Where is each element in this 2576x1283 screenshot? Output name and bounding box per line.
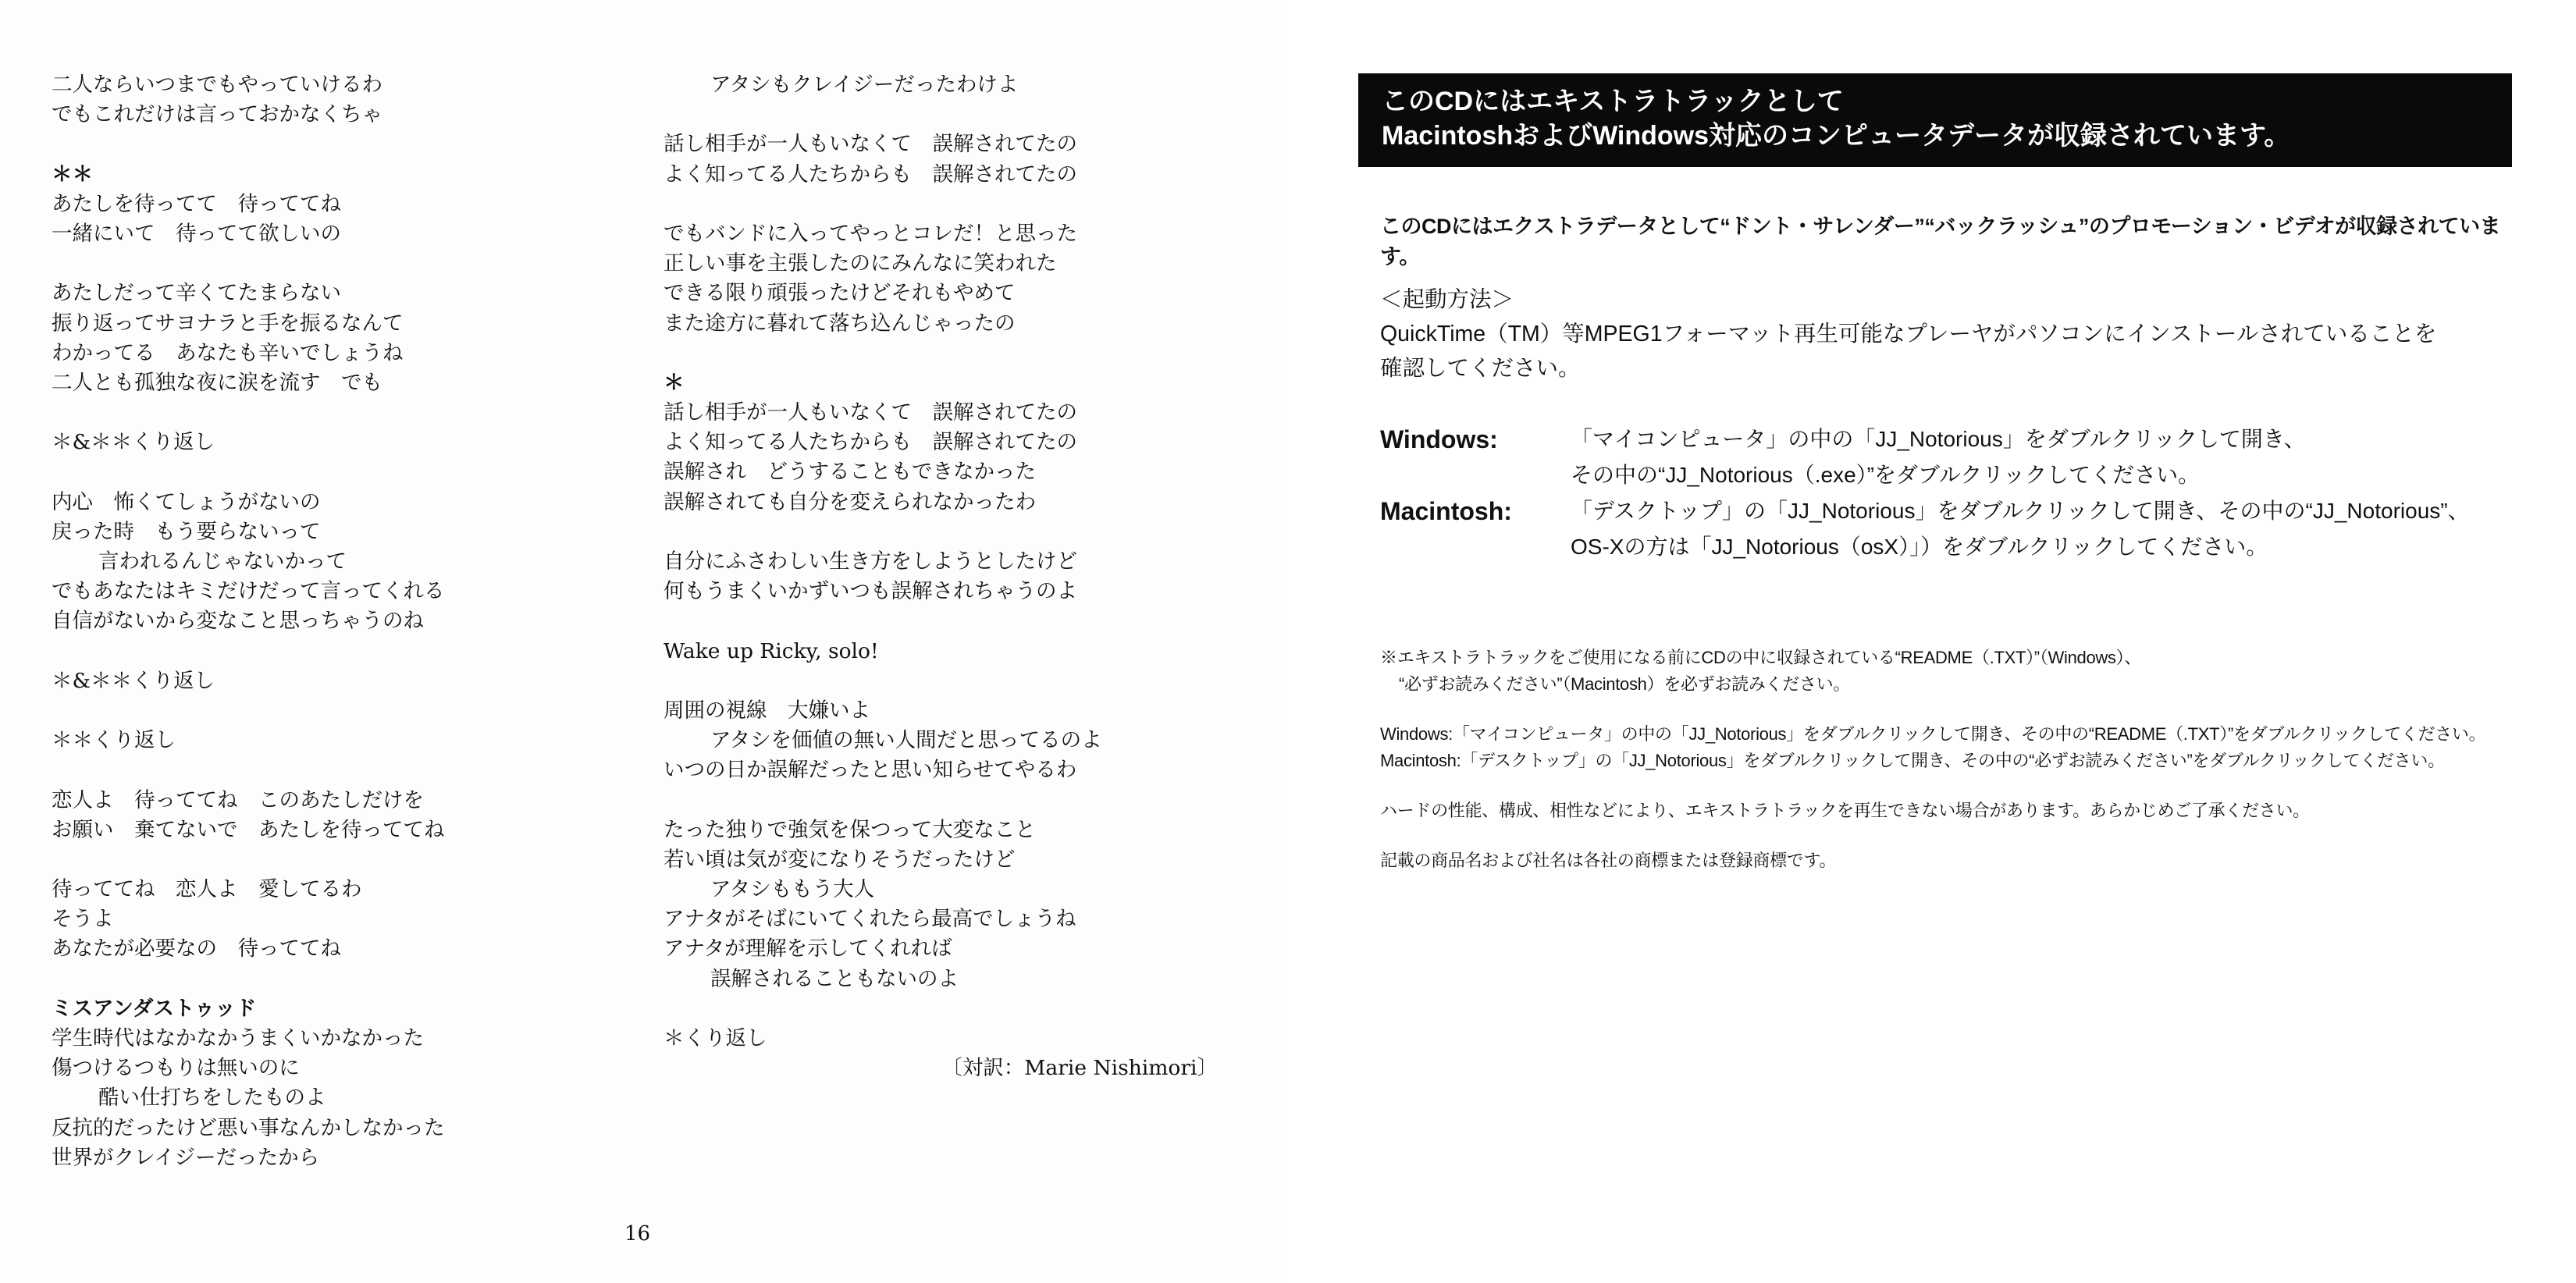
lyric-line: あなたが必要なの 待っててね [52, 936, 341, 961]
lyric-line: あたしを待ってて 待っててね [52, 191, 341, 216]
lyric-line: 待っててね 恋人よ 愛してるわ [52, 877, 362, 902]
stanza-gap [52, 398, 645, 428]
launch-instructions [1380, 283, 2520, 386]
note-windows: Windows:「マイコンピュータ」の中の「JJ_Notorious」をダブルクリックして開き、その中の“README（.TXT）”をダブルクリックしてください。 [1380, 724, 2486, 744]
windows-line-2: その中の“JJ_Notorious（.exe）”をダブルクリックしてください。 [1571, 463, 2201, 487]
lyrics-column-2 [664, 70, 1226, 1083]
stanza-gap [664, 339, 1226, 368]
lyric-line: ＊＊くり返し [52, 728, 176, 753]
note-readme-2: “必ずお読みください”（Macintosh）を必ずお読みください。 [1399, 674, 1851, 694]
lyric-line: ＊ [664, 370, 685, 395]
right-page [1288, 0, 2576, 1283]
lyric-line: お願い 棄てないで あたしを待っててね [52, 817, 445, 842]
lyric-line: また途方に暮れて落ち込んじゃったの [664, 311, 1016, 336]
lyric-line: 自信がないから変なこと思っちゃうのね [52, 609, 424, 634]
stanza-gap [52, 130, 645, 159]
page-number: 16 [624, 1222, 651, 1246]
note-macintosh: Macintosh:「デスクトップ」の「JJ_Notorious」をダブルクリックして開き、その中の“必ずお読みください”をダブルクリックしてください。 [1380, 751, 2445, 770]
lyric-line: 話し相手が一人もいなくて 誤解されてたの [664, 400, 1077, 425]
lyric-line: 内心 怖くてしょうがないの [52, 489, 321, 514]
lyric-line: アナタがそばにいてくれたら最高でしょうね [664, 907, 1076, 932]
stanza-gap [52, 249, 645, 279]
lyric-line: よく知ってる人たちからも 誤解されてたの [664, 430, 1077, 455]
os-instructions [1380, 421, 2520, 565]
launch-line-2: 確認してください。 [1380, 356, 1581, 381]
extra-track-banner [1358, 73, 2512, 167]
lyric-line: わかってる あなたも辛いでしょうね [52, 340, 404, 365]
lyric-line: アナタが理解を示してくれれば [664, 936, 952, 961]
note-trademarks: 記載の商品名および社名は各社の商標または登録商標です。 [1380, 851, 1837, 870]
windows-line-1: 「マイコンピュータ」の中の「JJ_Notorious」をダブルクリックして開き、 [1571, 427, 2306, 451]
macintosh-line-2: OS-Xの方は「JJ_Notorious（osX）」）をダブルクリックしてください。 [1571, 535, 2268, 559]
notes-block [1380, 645, 2520, 874]
launch-heading: ＜起動方法＞ [1380, 287, 1514, 312]
lyric-line: でもバンドに入ってやっとコレだ！と思った [664, 221, 1077, 246]
lyric-line: ＊&＊＊くり返し [52, 668, 215, 693]
lyric-line: 学生時代はなかなかうまくいかなかった [52, 1026, 424, 1050]
lyric-line: そうよ [52, 907, 114, 932]
lyric-line: よく知ってる人たちからも 誤解されてたの [664, 162, 1077, 187]
lyric-line: できる限り頑張ったけどそれもやめて [664, 281, 1016, 306]
lyrics-column-1 [52, 70, 645, 1173]
lyric-line: でもあなたはキミだけだって言ってくれる [52, 579, 445, 604]
stanza-gap [664, 786, 1226, 816]
stanza-gap [664, 606, 1226, 636]
stanza-gap [52, 696, 645, 726]
lyric-line: 二人とも孤独な夜に涙を流す でも [52, 370, 382, 395]
lyric-line: 自分にふさわしい生き方をしようとしたけど [664, 549, 1077, 574]
lyric-line: 誤解されても自分を変えられなかったわ [664, 489, 1036, 514]
lyric-line: 傷つけるつもりは無いのに [52, 1056, 300, 1081]
lyric-line: ミスアンダストゥッド [52, 996, 257, 1021]
stanza-gap [52, 637, 645, 666]
stanza-gap [52, 845, 645, 875]
launch-line-1: QuickTime（TM）等MPEG1フォーマット再生可能なプレーヤがパソコンにインストールされていることを [1380, 322, 2437, 347]
windows-label: Windows: [1380, 425, 1498, 453]
lyric-line: 若い頃は気が変になりそうだったけど [664, 847, 1016, 872]
lyric-line: アタシを価値の無い人間だと思ってるのよ [710, 728, 1102, 753]
lyric-line: 誤解されることもないのよ [710, 966, 959, 991]
lyric-line: あたしだって辛くてたまらない [52, 281, 341, 306]
lyric-line: 正しい事を主張したのにみんなに笑われた [664, 251, 1057, 276]
lyric-line: 二人ならいつまでもやっていけるわ [52, 73, 382, 97]
lyric-line: 一緒にいて 待ってて欲しいの [52, 221, 341, 246]
lyric-line: 周囲の視線 大嫌いよ [664, 698, 870, 723]
lyric-line: ＊＊ [52, 162, 93, 187]
lyric-line: ＊&＊＊くり返し [52, 430, 215, 455]
stanza-gap [52, 755, 645, 785]
lyric-line: 誤解され どうすることもできなかった [664, 460, 1036, 485]
banner-line-1: このCDにはエキストラトラックとして [1382, 87, 1844, 116]
lyric-line: アタシももう大人 [710, 877, 875, 902]
note-readme-1: ※エキストラトラックをご使用になる前にCDの中に収録されている“README（.TXT）”（Windows）、 [1380, 648, 2142, 667]
lyric-line: でもこれだけは言っておかなくちゃ [52, 102, 382, 127]
macintosh-line-1: 「デスクトップ」の「JJ_Notorious」をダブルクリックして開き、その中の“JJ_Notorious”、 [1571, 499, 2470, 523]
stanza-gap [664, 190, 1226, 219]
windows-row [1380, 421, 2520, 493]
lyric-line: 恋人よ 待っててね このあたしだけを [52, 787, 424, 812]
lyric-line: Wake up Ricky, solo! [664, 638, 879, 663]
lyric-line: 反抗的だったけど悪い事なんかしなかった [52, 1115, 445, 1140]
stanza-gap [664, 994, 1226, 1024]
macintosh-label: Macintosh: [1380, 497, 1512, 525]
lyric-line: 振り返ってサヨナラと手を振るなんて [52, 311, 404, 336]
note-compatibility: ハードの性能、構成、相性などにより、エキストラトラックを再生できない場合があります。あらかじめご了承ください。 [1380, 801, 2310, 820]
lyric-line: 言われるんじゃないかって [98, 549, 347, 574]
extra-data-lead: このCDにはエクストラデータとして“ドント・サレンダー”“バックラッシュ”のプロモーション・ビデオが収録されています。 [1380, 215, 2501, 268]
lyric-line: いつの日か誤解だったと思い知らせてやるわ [664, 758, 1077, 783]
lyric-line: 酷い仕打ちをしたものよ [98, 1086, 326, 1111]
lyric-line: 世界がクレイジーだったから [52, 1145, 320, 1170]
lyric-line: 戻った時 もう要らないって [52, 519, 321, 544]
lyric-line: 話し相手が一人もいなくて 誤解されてたの [664, 132, 1077, 157]
stanza-gap [52, 965, 645, 994]
banner-line-2: MacintoshおよびWindows対応のコンピュータデータが収録されています。 [1382, 121, 2291, 151]
lyric-line: アタシもクレイジーだったわけよ [710, 73, 1019, 97]
macintosh-row [1380, 493, 2520, 565]
lyric-line: ＊くり返し [664, 1026, 767, 1050]
lyric-line: 何もうまくいかずいつも誤解されちゃうのよ [664, 579, 1077, 604]
stanza-gap [664, 100, 1226, 130]
stanza-gap [664, 517, 1226, 547]
lyric-line: 〔対訳：Marie Nishimori〕 [941, 1056, 1218, 1081]
stanza-gap [52, 457, 645, 487]
lyric-line: たった独りで強気を保つって大変なこと [664, 817, 1036, 842]
stanza-gap [664, 666, 1226, 696]
